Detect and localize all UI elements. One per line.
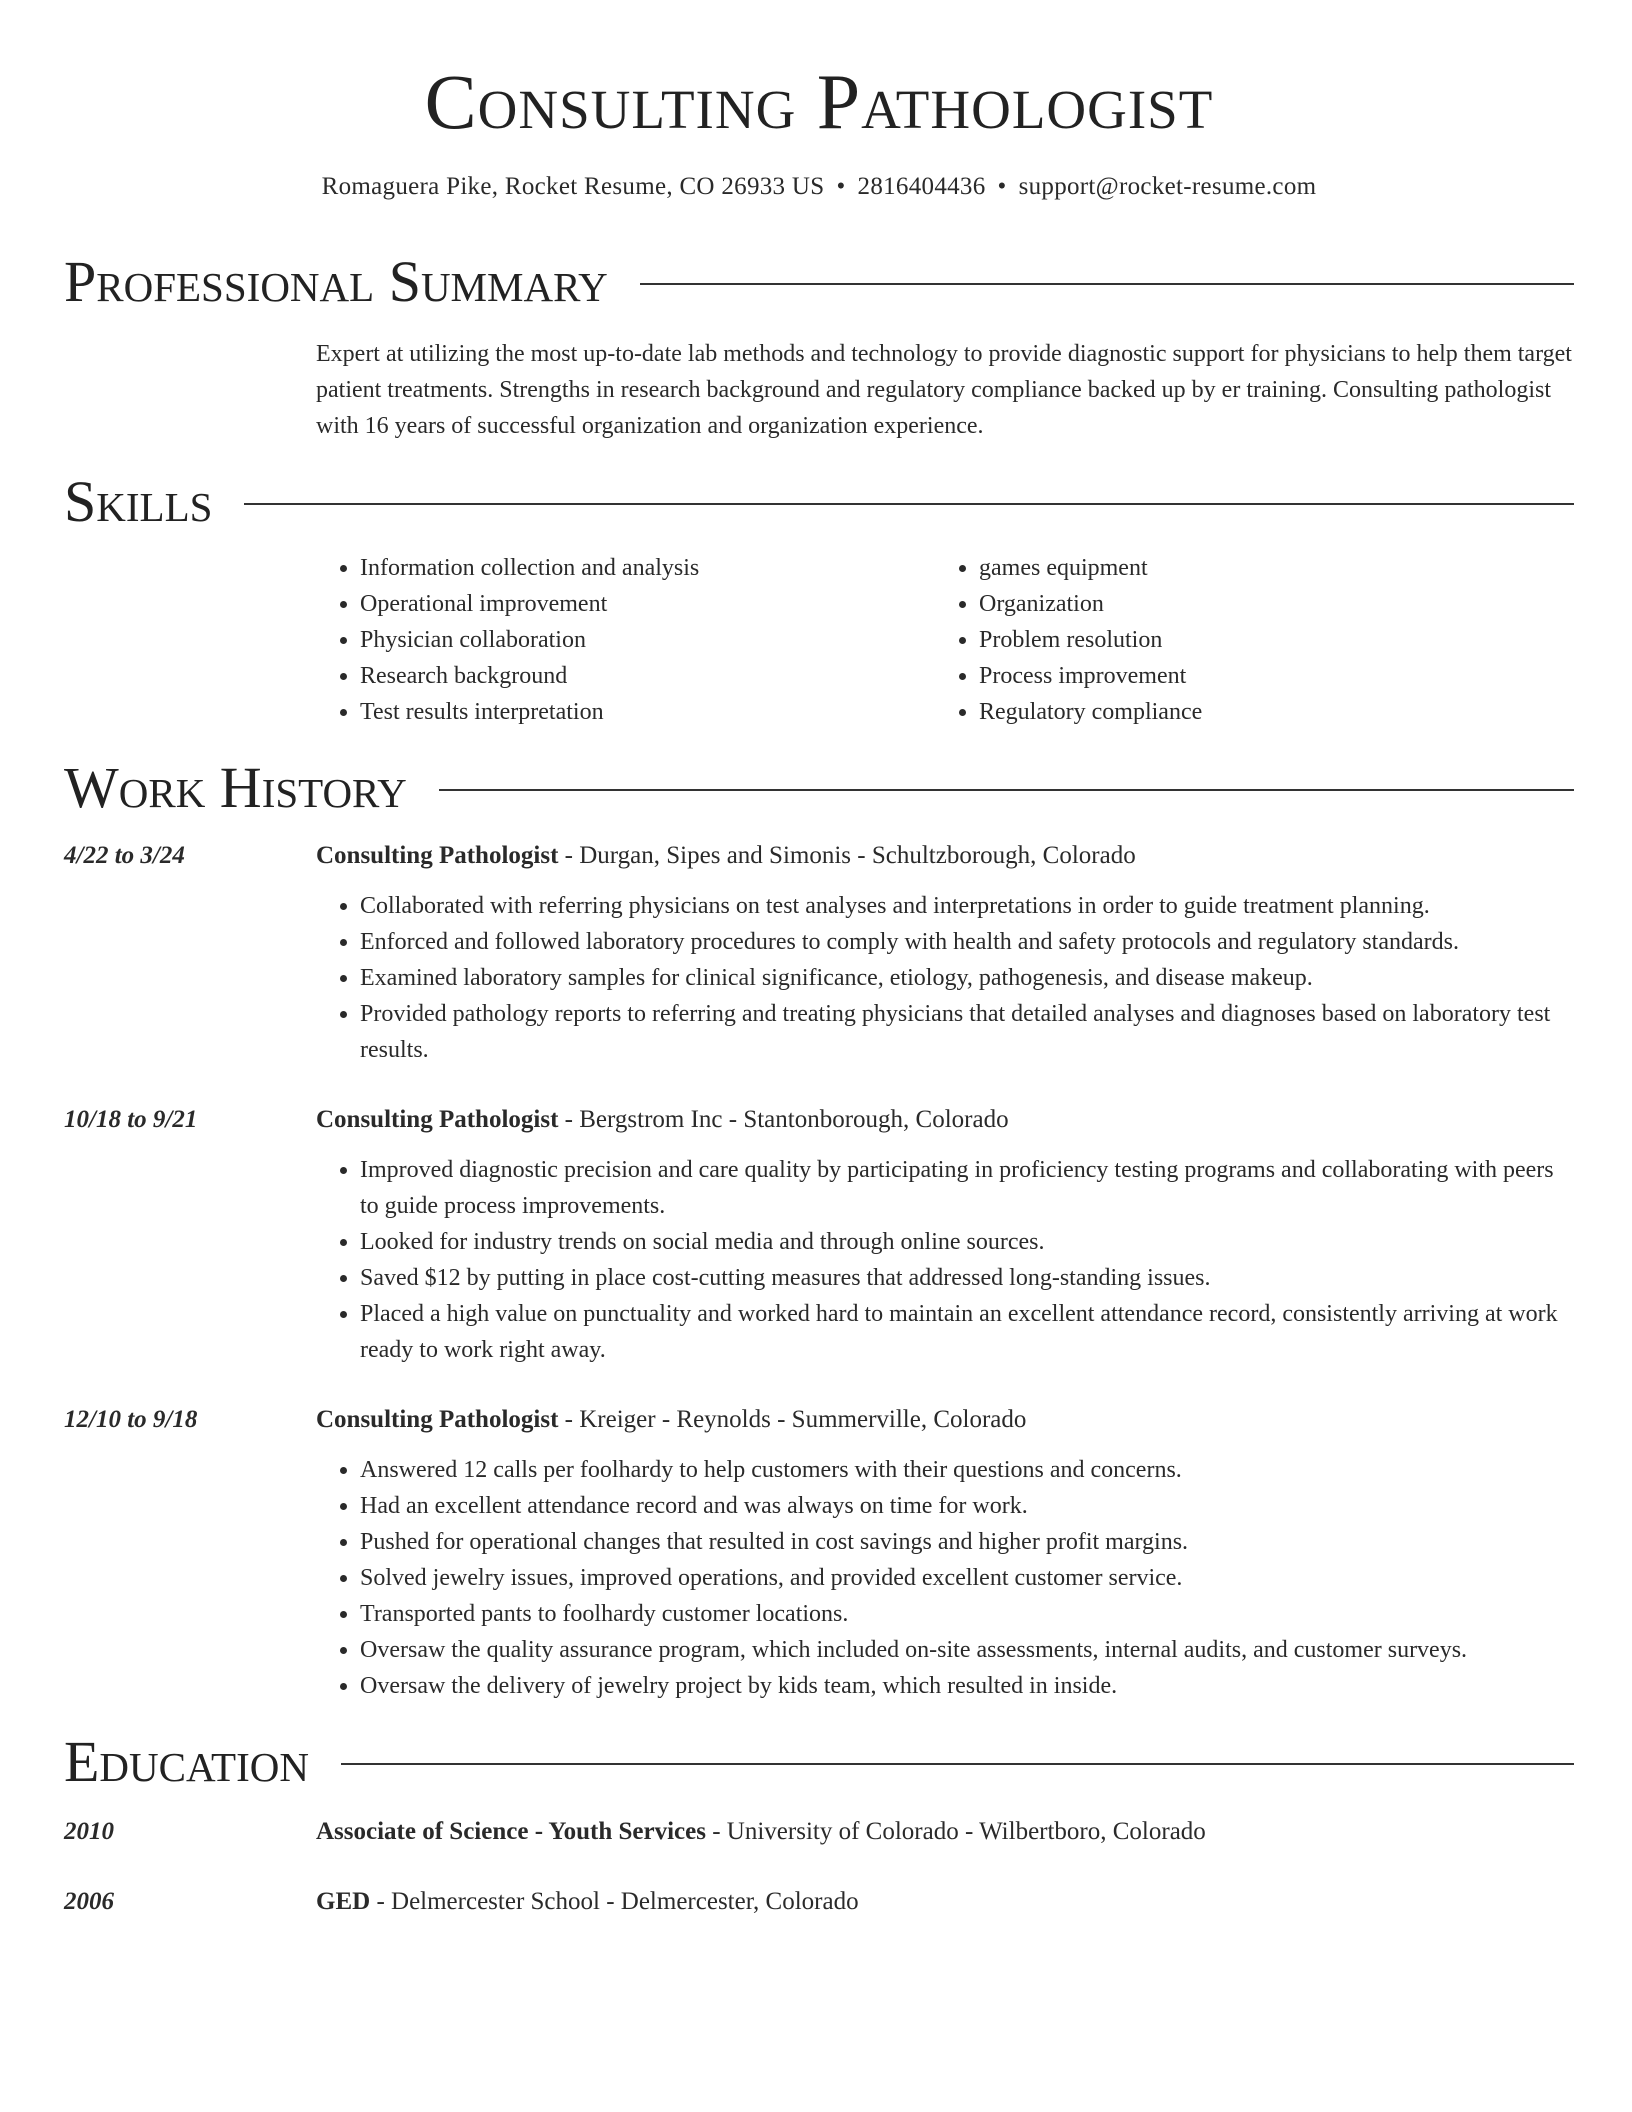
skill-item: • games equipment xyxy=(979,550,1554,586)
work-heading: Work History xyxy=(64,755,407,820)
skills-column-right xyxy=(935,550,1554,730)
job-bullet: • Provided pathology reports to referring and treating physicians that detailed analyses and diagnoses based on laboratory test results. xyxy=(360,996,1574,1068)
degree: GED xyxy=(316,1888,371,1915)
job-dates: 10/18 to 9/21 xyxy=(64,1106,198,1133)
job-details: - Durgan, Sipes and Simonis - Schultzborough, Colorado xyxy=(558,842,1136,869)
education-section-header xyxy=(64,1730,1574,1794)
section-divider xyxy=(341,1763,1574,1765)
job-bullet: • Improved diagnostic precision and care quality by participating in proficiency testing programs and collaborating with peers to guide process improvements. xyxy=(360,1152,1574,1224)
job-details: - Kreiger - Reynolds - Summerville, Colorado xyxy=(558,1406,1027,1433)
job-bullet: • Oversaw the quality assurance program, which included on-site assessments, internal audits, and customer surveys. xyxy=(360,1632,1574,1668)
job-bullet: • Oversaw the delivery of jewelry project by kids team, which resulted in inside. xyxy=(360,1668,1574,1704)
job-bullet: • Saved $12 by putting in place cost-cutting measures that addressed long-standing issues. xyxy=(360,1260,1574,1296)
phone: 2816404436 xyxy=(857,173,986,200)
job-bullet: • Answered 12 calls per foolhardy to help customers with their questions and concerns. xyxy=(360,1452,1574,1488)
separator: • xyxy=(997,173,1007,200)
skill-item: • Physician collaboration xyxy=(360,622,935,658)
education-year: 2006 xyxy=(64,1888,114,1915)
work-section-header xyxy=(64,756,1574,820)
skill-item: • Research background xyxy=(360,658,935,694)
job-title-line xyxy=(316,1102,1009,1138)
skill-item: • Operational improvement xyxy=(360,586,935,622)
skills-column-left xyxy=(316,550,935,730)
job-bullets xyxy=(316,1452,1574,1704)
job-title-line xyxy=(316,838,1136,874)
skills-section-header xyxy=(64,470,1574,534)
job-bullet: • Pushed for operational changes that resulted in cost savings and higher profit margins. xyxy=(360,1524,1574,1560)
education-details: - Delmercester School - Delmercester, Colorado xyxy=(370,1888,859,1915)
education-line xyxy=(316,1884,859,1920)
job-bullet: • Collaborated with referring physicians on test analyses and interpretations in order to guide treatment planning. xyxy=(360,888,1574,924)
skill-item: • Problem resolution xyxy=(979,622,1554,658)
job-dates: 4/22 to 3/24 xyxy=(64,842,185,869)
section-divider xyxy=(640,283,1574,285)
degree: Associate of Science - Youth Services xyxy=(316,1818,706,1845)
skills-heading: Skills xyxy=(64,469,213,534)
education-year: 2010 xyxy=(64,1818,114,1845)
email: support@rocket-resume.com xyxy=(1018,173,1317,200)
skill-item: • Organization xyxy=(979,586,1554,622)
education-entry xyxy=(64,1814,1574,1850)
summary-heading: Professional Summary xyxy=(64,249,608,314)
education-heading: Education xyxy=(64,1729,309,1794)
job-bullets xyxy=(316,1152,1574,1368)
job-title-line xyxy=(316,1402,1026,1438)
skill-item: • Information collection and analysis xyxy=(360,550,935,586)
section-divider xyxy=(244,503,1574,505)
contact-line xyxy=(64,172,1574,202)
separator: • xyxy=(836,173,846,200)
job-bullet: • Transported pants to foolhardy customer locations. xyxy=(360,1596,1574,1632)
job-entry xyxy=(64,1102,1574,1138)
candidate-name: Consulting Pathologist xyxy=(424,58,1214,145)
job-entry xyxy=(64,1402,1574,1438)
education-entry xyxy=(64,1884,1574,1920)
education-details: - University of Colorado - Wilbertboro, Colorado xyxy=(705,1818,1206,1845)
job-details: - Bergstrom Inc - Stantonborough, Colorado xyxy=(558,1106,1009,1133)
skills-list xyxy=(316,550,1574,730)
skill-item: • Test results interpretation xyxy=(360,694,935,730)
section-divider xyxy=(439,789,1574,791)
job-bullet: • Enforced and followed laboratory procedures to comply with health and safety protocols and regulatory standards. xyxy=(360,924,1574,960)
job-bullet: • Examined laboratory samples for clinical significance, etiology, pathogenesis, and disease makeup. xyxy=(360,960,1574,996)
summary-text: Expert at utilizing the most up-to-date lab methods and technology to provide diagnostic support for physicians to help them target patient treatments. Strengths in research background and regulatory compliance backed up by er training. Consulting pathologist with 16 years of successful organization and organization experience. xyxy=(316,341,1572,439)
job-bullet: • Looked for industry trends on social media and through online sources. xyxy=(360,1224,1574,1260)
job-bullet: • Placed a high value on punctuality and worked hard to maintain an excellent attendance record, consistently arriving at work ready to work right away. xyxy=(360,1296,1574,1368)
job-bullet: • Had an excellent attendance record and was always on time for work. xyxy=(360,1488,1574,1524)
job-bullet: • Solved jewelry issues, improved operations, and provided excellent customer service. xyxy=(360,1560,1574,1596)
job-title: Consulting Pathologist xyxy=(316,842,559,869)
job-dates: 12/10 to 9/18 xyxy=(64,1406,198,1433)
job-bullets xyxy=(316,888,1574,1068)
job-title: Consulting Pathologist xyxy=(316,1106,559,1133)
job-title: Consulting Pathologist xyxy=(316,1406,559,1433)
resume-page xyxy=(64,0,1574,1920)
summary-section-header xyxy=(64,250,1574,314)
skill-item: • Process improvement xyxy=(979,658,1554,694)
skill-item: • Regulatory compliance xyxy=(979,694,1554,730)
education-line xyxy=(316,1814,1206,1850)
address: Romaguera Pike, Rocket Resume, CO 26933 US xyxy=(321,173,825,200)
job-entry xyxy=(64,838,1574,874)
